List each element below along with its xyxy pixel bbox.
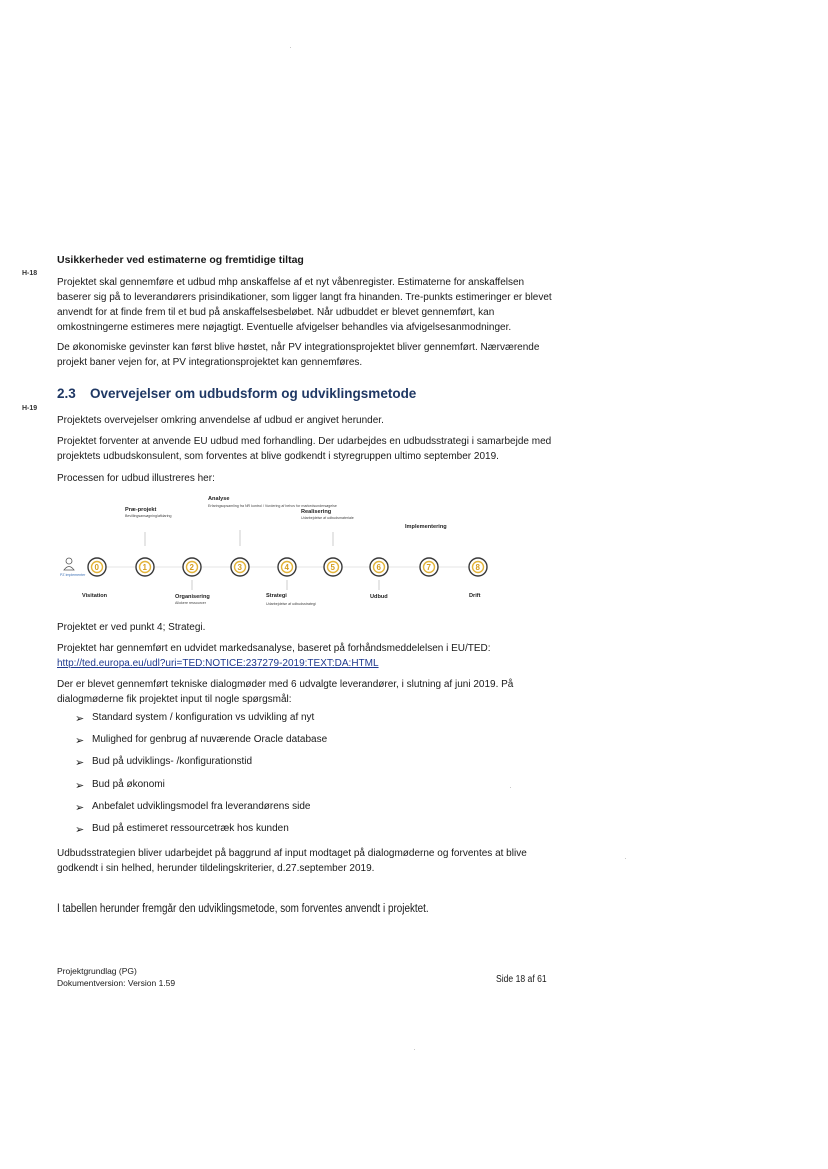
phase-label: Analyse — [208, 496, 230, 502]
uncertainty-heading: Usikkerheder ved estimaterne og fremtidige tiltag — [57, 254, 304, 266]
scan-speck — [625, 858, 626, 859]
phase-sublabel: Bevillingsansøgning/afklaring — [125, 514, 172, 518]
list-item: ➢ Bud på økonomi — [75, 778, 165, 792]
section-number: 2.3 — [57, 386, 76, 401]
svg-text:8: 8 — [475, 563, 480, 572]
list-item: ➢ Anbefalet udviklingsmodel fra leverandørens side — [75, 800, 311, 814]
start-label: PZ implementer — [60, 573, 86, 577]
market-paragraph — [57, 641, 552, 671]
list-item: ➢ Mulighed for genbrug af nuværende Oracle database — [75, 734, 328, 748]
phase-sublabel: Udarbejdelse af udbudsstrategi — [266, 602, 316, 606]
svg-text:3: 3 — [237, 563, 242, 572]
question-list — [75, 712, 327, 845]
step-circle — [469, 558, 487, 576]
section-heading — [57, 386, 416, 401]
scan-speck — [510, 787, 511, 788]
dialog-paragraph: Der er blevet gennemført tekniske dialogmøder med 6 udvalgte leverandører, i slutning af juni 2019. På dialogmøderne fik projektet input til nogle spørgsmål: — [57, 679, 514, 705]
svg-text:2: 2 — [189, 563, 194, 572]
arrow-bullet-icon: ➢ — [75, 757, 85, 770]
phase-sublabel: Udarbejdelse af udbudsmateriale — [301, 516, 354, 520]
step-circle — [420, 558, 438, 576]
arrow-bullet-icon: ➢ — [75, 801, 85, 814]
scan-speck — [414, 1049, 415, 1050]
arrow-bullet-icon: ➢ — [75, 713, 85, 725]
svg-text:7: 7 — [426, 563, 431, 572]
phase-label: Præ-projekt — [125, 507, 157, 513]
step-circle — [231, 558, 249, 576]
arrow-bullet-icon: ➢ — [75, 735, 85, 748]
phase-label: Drift — [469, 593, 481, 599]
strategy-paragraph: Udbudsstrategien bliver udarbejdet på baggrund af input modtaget på dialogmøderne og forventes at blive godkendt i sin helhed, herunder tildelingskriterier, d.27.september 2019. — [57, 848, 527, 874]
scan-speck — [290, 47, 291, 48]
svg-text:6: 6 — [376, 563, 381, 572]
svg-text:1: 1 — [142, 563, 147, 572]
arrow-bullet-icon: ➢ — [75, 823, 85, 836]
benefits-paragraph: De økonomiske gevinster kan først blive høstet, når PV integrationsprojektet bliver gennemført. Nærværende projekt baner vejen for, at PV integrationsprojektet kan gennemføres. — [57, 342, 540, 368]
margin-mark: H-19 — [22, 405, 38, 412]
ted-link[interactable]: http://ted.europa.eu/udl?uri=TED:NOTICE:237279-2019:TEXT:DA:HTML — [57, 658, 379, 669]
phase-label: Realisering — [301, 509, 332, 515]
step-circle — [88, 558, 106, 576]
section-title: Overvejelser om udbudsform og udviklingsmetode — [90, 386, 417, 401]
step-circle — [183, 558, 201, 576]
footer-doc: Projektgrundlag (PG) — [57, 966, 137, 976]
svg-text:4: 4 — [284, 563, 289, 572]
arrow-bullet-icon: ➢ — [75, 779, 85, 792]
phase-label: Organisering — [175, 594, 210, 600]
svg-text:5: 5 — [330, 563, 335, 572]
table-intro: I tabellen herunder fremgår den udviklingsmetode, som forventes anvendt i projektet. — [57, 903, 429, 915]
footer-version: Dokumentversion: Version 1.59 — [57, 978, 176, 988]
svg-text:0: 0 — [94, 563, 99, 572]
margin-mark: H-18 — [22, 270, 38, 277]
status-line: Projektet er ved punkt 4; Strategi. — [57, 622, 206, 633]
process-diagram — [57, 490, 552, 615]
person-icon — [64, 558, 74, 570]
step-circle — [324, 558, 342, 576]
step-circle — [136, 558, 154, 576]
uncertainty-paragraph: Projektet skal gennemføre et udbud mhp anskaffelse af et nyt våbenregister. Estimaterne for anskaffelsen baserer sig på to leverandørers prisindikationer, som ligger langt fra hinanden. Tre-punkts estimeringer er blevet anvendt for at finde frem til et bud på anskaffelsesbeløbet. Når udbuddet er blevet gennemført, kan omkostningerne estimeres mere nøjagtigt. Eventuelle afvigelser behandles via afvigelsesanmodninger. — [57, 277, 552, 333]
phase-label: Strategi — [266, 593, 287, 599]
phase-sublabel: Erfaringsopsamling fra NR kontrol / Vurdering af behov for markedsundersøgelse — [208, 504, 337, 508]
step-circle — [370, 558, 388, 576]
step-circle-current — [278, 558, 296, 576]
list-item: ➢ Bud på estimeret ressourcetræk hos kunden — [75, 822, 289, 836]
eu-tender-paragraph: Projektet forventer at anvende EU udbud med forhandling. Der udarbejdes en udbudsstrategi i samarbejde med projektets udbudskonsulent, som forventes at blive godkendt i styregruppen ultimo september 2019. — [57, 436, 552, 462]
list-item: ➢ Standard system / konfiguration vs udvikling af nyt — [75, 712, 315, 725]
phase-label: Implementering — [405, 524, 447, 530]
process-intro: Processen for udbud illustreres her: — [57, 473, 215, 484]
list-item: ➢ Bud på udviklings- /konfigurationstid — [75, 756, 253, 770]
phase-label: Visitation — [82, 593, 108, 599]
market-text: Projektet har gennemført en udvidet markedsanalyse, baseret på forhåndsmeddelelsen i EU/TED: — [57, 643, 491, 654]
phase-sublabel: Allokere ressourcer — [175, 601, 206, 605]
page-number: Side 18 af 61 — [496, 974, 547, 985]
section-intro: Projektets overvejelser omkring anvendelse af udbud er angivet herunder. — [57, 415, 384, 426]
phase-label: Udbud — [370, 594, 388, 600]
